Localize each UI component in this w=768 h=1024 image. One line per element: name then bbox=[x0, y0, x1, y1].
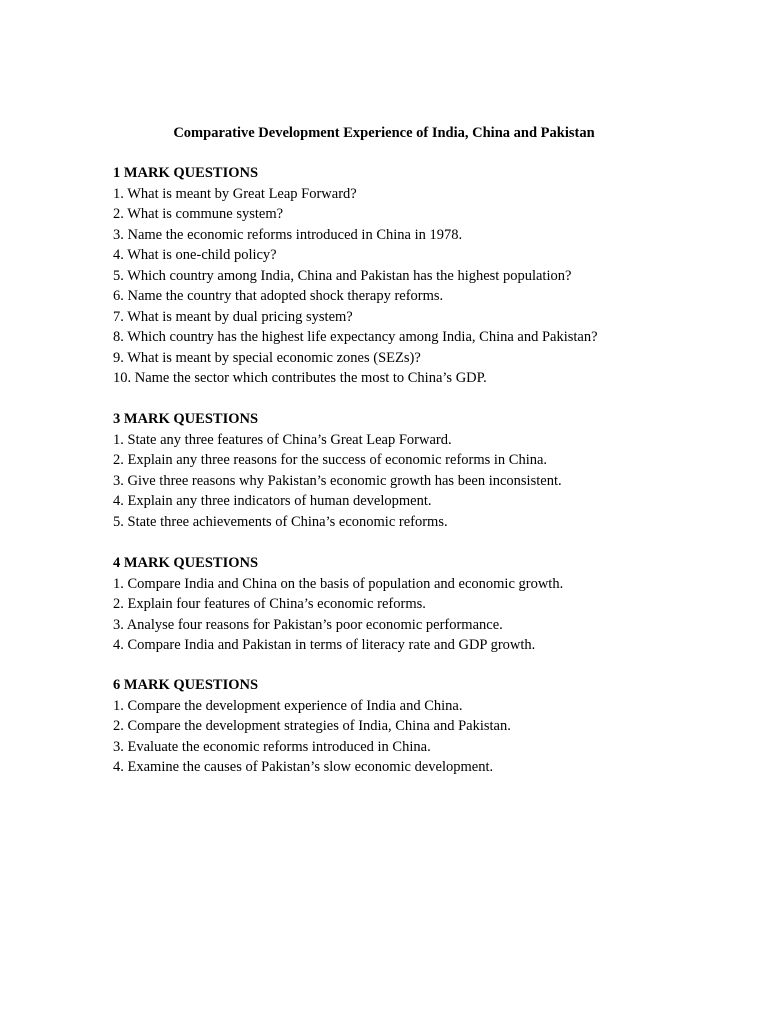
question-item: 3. Analyse four reasons for Pakistan’s poor economic performance. bbox=[113, 616, 503, 633]
section-heading: 3 MARK QUESTIONS bbox=[113, 411, 259, 427]
section-heading: 4 MARK QUESTIONS bbox=[113, 555, 259, 571]
question-item: 6. Name the country that adopted shock therapy reforms. bbox=[113, 288, 444, 304]
question-list bbox=[113, 184, 713, 389]
section-6-mark-questions bbox=[113, 675, 713, 778]
section-4-mark-questions bbox=[113, 553, 713, 656]
question-item: 4. What is one-child policy? bbox=[113, 247, 277, 263]
question-item: 4. Explain any three indicators of human development. bbox=[113, 493, 432, 509]
question-item: 1. Compare India and China on the basis of population and economic growth. bbox=[113, 575, 564, 592]
section-heading: 6 MARK QUESTIONS bbox=[113, 677, 259, 693]
question-item: 4. Examine the causes of Pakistan’s slow economic development. bbox=[113, 759, 494, 775]
question-item: 2. Compare the development strategies of India, China and Pakistan. bbox=[113, 718, 511, 734]
question-item: 2. What is commune system? bbox=[113, 206, 284, 222]
question-item: 5. Which country among India, China and Pakistan has the highest population? bbox=[113, 267, 572, 284]
document-title: Comparative Development Experience of India, China and Pakistan bbox=[173, 125, 595, 141]
question-item: 3. Evaluate the economic reforms introduced in China. bbox=[113, 738, 431, 755]
question-list bbox=[113, 430, 713, 533]
question-list bbox=[113, 696, 713, 778]
question-item: 5. State three achievements of China’s economic reforms. bbox=[113, 513, 448, 530]
question-item: 3. Name the economic reforms introduced in China in 1978. bbox=[113, 226, 463, 243]
question-item: 1. State any three features of China’s Great Leap Forward. bbox=[113, 431, 452, 448]
question-item: 3. Give three reasons why Pakistan’s economic growth has been inconsistent. bbox=[113, 472, 562, 489]
question-item: 2. Explain any three reasons for the success of economic reforms in China. bbox=[113, 452, 548, 468]
section-heading: 1 MARK QUESTIONS bbox=[113, 165, 259, 181]
question-item: 1. Compare the development experience of India and China. bbox=[113, 697, 463, 714]
question-item: 9. What is meant by special economic zones (SEZs)? bbox=[113, 349, 421, 366]
question-item: 4. Compare India and Pakistan in terms of literacy rate and GDP growth. bbox=[113, 637, 536, 653]
question-list bbox=[113, 574, 713, 656]
section-3-mark-questions bbox=[113, 409, 713, 532]
question-item: 10. Name the sector which contributes the most to China’s GDP. bbox=[113, 370, 487, 386]
question-item: 2. Explain four features of China’s economic reforms. bbox=[113, 596, 426, 612]
section-1-mark-questions bbox=[113, 163, 713, 389]
question-item: 1. What is meant by Great Leap Forward? bbox=[113, 185, 357, 202]
question-item: 7. What is meant by dual pricing system? bbox=[113, 308, 353, 325]
question-item: 8. Which country has the highest life expectancy among India, China and Pakistan? bbox=[113, 329, 598, 345]
